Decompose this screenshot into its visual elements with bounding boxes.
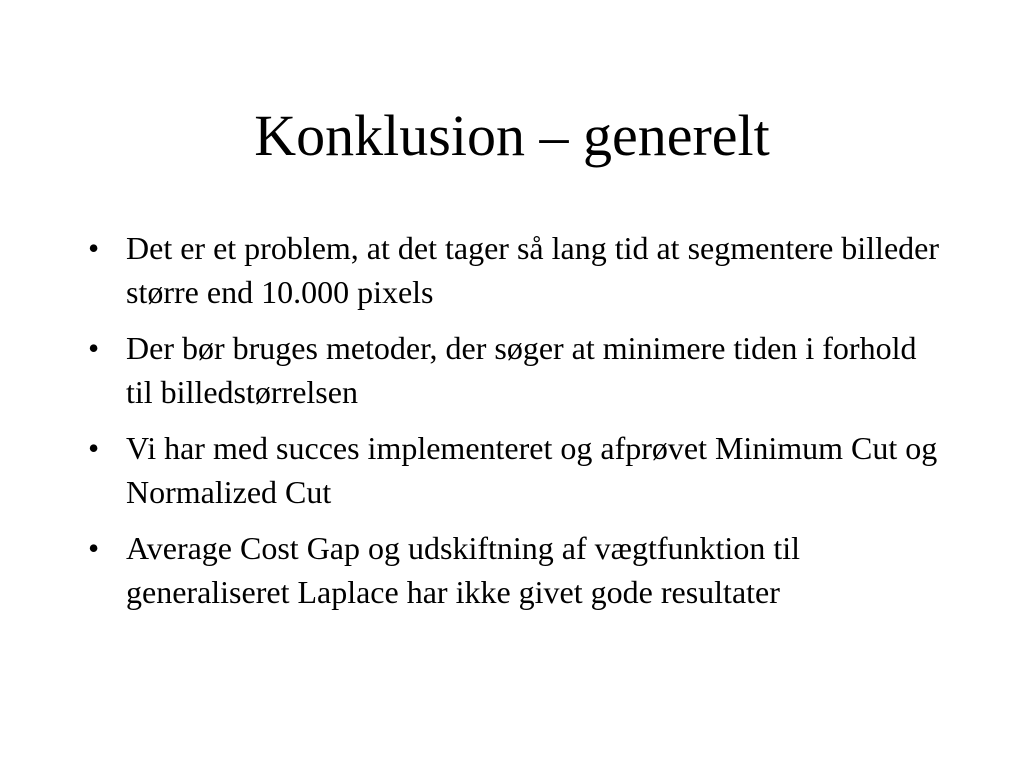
bullet-item <box>88 326 948 414</box>
bullet-text: Det er et problem, at det tager så lang tid at segmentere billeder større end 10.000 pixels <box>126 230 939 310</box>
bullet-item <box>88 526 948 614</box>
bullet-icon: • <box>88 330 100 366</box>
bullet-text: Average Cost Gap og udskiftning af vægtfunktion til generaliseret Laplace har ikke givet gode resultater <box>126 530 800 610</box>
bullet-icon: • <box>88 530 100 566</box>
bullet-text: Vi har med succes implementeret og afprøvet Minimum Cut og Normalized Cut <box>126 430 938 510</box>
bullet-text: Der bør bruges metoder, der søger at minimere tiden i forhold til billedstørrelsen <box>126 330 917 410</box>
bullet-item <box>88 426 948 514</box>
bullet-icon: • <box>88 430 100 466</box>
slide-title: Konklusion – generelt <box>254 103 770 168</box>
bullet-item <box>88 226 948 314</box>
bullet-list <box>88 226 948 626</box>
bullet-icon: • <box>88 230 100 266</box>
